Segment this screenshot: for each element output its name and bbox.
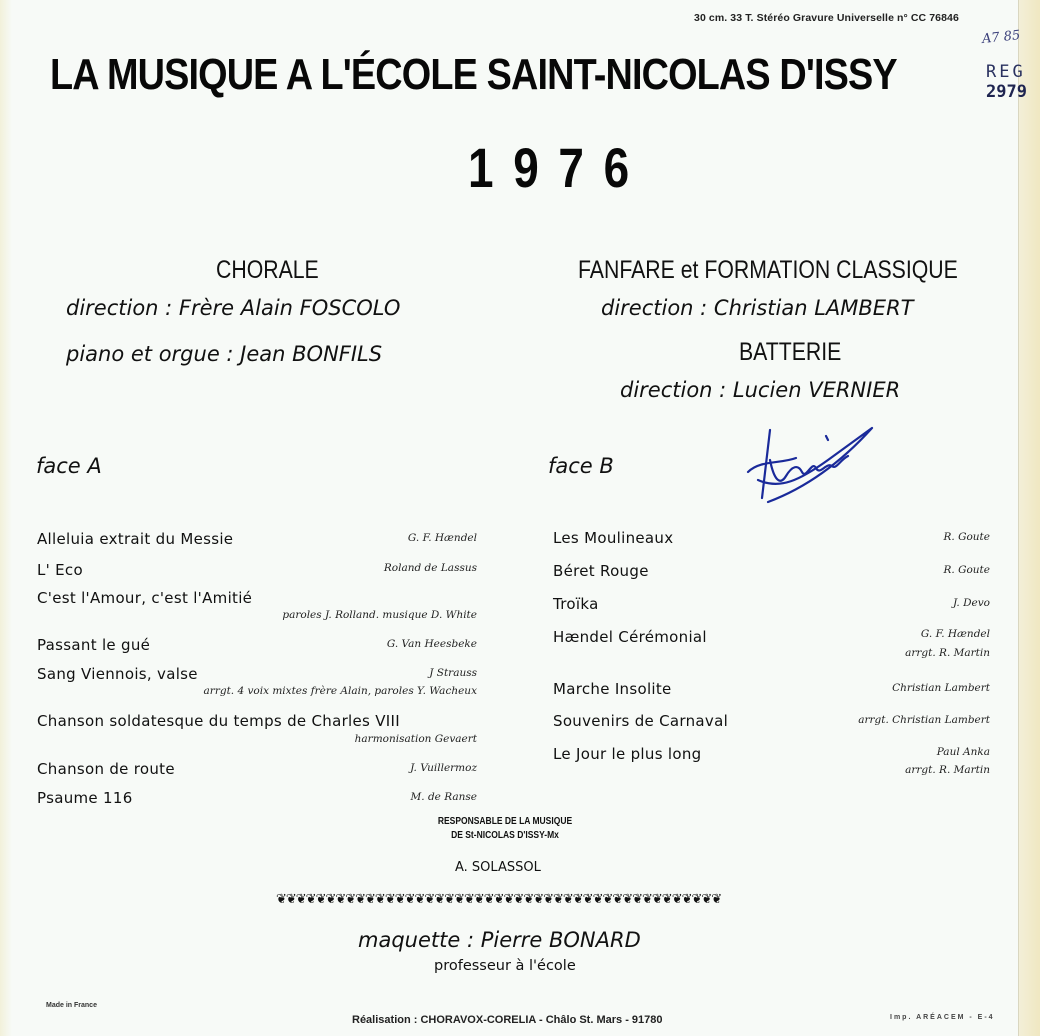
face-a-track-composer: G. Van Heesbeke [386, 638, 477, 650]
maquette-role: professeur à l'école [434, 958, 576, 974]
responsable-name: A. SOLASSOL [455, 860, 541, 875]
face-b-track-title: Hændel Cérémonial [553, 628, 707, 646]
ornamental-divider: ❦❦❦❦❦❦❦❦❦❦❦❦❦❦❦❦❦❦❦❦❦❦❦❦❦❦❦❦❦❦❦❦❦❦❦❦❦❦❦❦❦❦❦❦❦ [276, 892, 722, 907]
album-title: LA MUSIQUE A L'ÉCOLE SAINT-NICOLAS D'ISSY [50, 50, 897, 99]
paper-edge-left [0, 0, 12, 1036]
batterie-heading: BATTERIE [739, 338, 842, 366]
signature [740, 420, 880, 510]
face-a-track-title: Sang Viennois, valse [37, 665, 198, 683]
face-a-track-composer: J Strauss [429, 667, 477, 679]
face-b-track-composer: Christian Lambert [892, 682, 990, 694]
face-a-track-composer: G. F. Hændel [407, 532, 477, 544]
fanfare-heading: FANFARE et FORMATION CLASSIQUE [578, 256, 958, 284]
face-b-track-composer: J. Devo [953, 597, 990, 609]
responsable-line-2: DE St-NICOLAS D'ISSY-Mx [451, 830, 559, 841]
responsable-line-1: RESPONSABLE DE LA MUSIQUE [437, 816, 573, 827]
face-a-track-title: L' Eco [37, 561, 83, 579]
signature-stroke [748, 428, 872, 502]
printer-credit: Imp. ARÉACEM - E-4 [890, 1014, 995, 1021]
face-a-track-title: C'est l'Amour, c'est l'Amitié [37, 589, 253, 607]
face-b-track-title: Les Moulineaux [553, 529, 674, 547]
face-a-track-note: paroles J. Rolland. musique D. White [282, 609, 477, 621]
face-a-label: face A [36, 454, 102, 478]
chorale-piano: piano et orgue : Jean BONFILS [66, 342, 383, 366]
album-year: 1976 [468, 136, 649, 199]
face-a-track-title: Alleluia extrait du Messie [37, 530, 234, 548]
face-a-track-note: arrgt. 4 voix mixtes frère Alain, paroles Y. Wacheux [203, 685, 477, 697]
stamp-label: REG [986, 62, 1026, 82]
face-a-track-title: Psaume 116 [37, 789, 133, 807]
face-b-track-composer: G. F. Hændel [920, 628, 990, 640]
catalog-line: 30 cm. 33 T. Stéréo Gravure Universelle n° CC 76846 [694, 12, 959, 24]
face-a-track-composer: J. Vuillermoz [410, 762, 477, 774]
face-a-track-note: harmonisation Gevaert [354, 733, 477, 745]
paper-edge-right [1018, 0, 1040, 1036]
stamp-number: 2979 [986, 82, 1027, 102]
face-b-track-note: arrgt. R. Martin [905, 764, 990, 776]
face-a-track-composer: M. de Ranse [410, 791, 477, 803]
chorale-direction: direction : Frère Alain FOSCOLO [66, 296, 401, 320]
face-b-label: face B [548, 454, 614, 478]
realisation-credit: Réalisation : CHORAVOX-CORELIA - Châlo St. Mars - 91780 [352, 1014, 663, 1026]
face-b-track-title: Le Jour le plus long [553, 745, 702, 763]
face-a-track-title: Chanson soldatesque du temps de Charles VIII [37, 712, 400, 730]
batterie-direction: direction : Lucien VERNIER [620, 378, 901, 402]
maquette-credit: maquette : Pierre BONARD [358, 928, 641, 952]
chorale-heading: CHORALE [216, 256, 319, 284]
face-b-track-composer: R. Goute [943, 531, 990, 543]
face-b-track-title: Souvenirs de Carnaval [553, 712, 729, 730]
handwritten-note: A7 85 [981, 28, 1022, 47]
face-a-track-title: Passant le gué [37, 636, 151, 654]
face-a-track-title: Chanson de route [37, 760, 175, 778]
face-b-track-composer: R. Goute [943, 564, 990, 576]
face-a-track-composer: Roland de Lassus [383, 562, 477, 574]
made-in-france: Made in France [46, 1002, 97, 1009]
face-b-track-composer: arrgt. Christian Lambert [858, 714, 990, 726]
face-b-track-title: Béret Rouge [553, 562, 649, 580]
face-b-track-title: Marche Insolite [553, 680, 672, 698]
face-b-track-note: arrgt. R. Martin [905, 647, 990, 659]
face-b-track-title: Troïka [553, 595, 599, 613]
fanfare-direction: direction : Christian LAMBERT [601, 296, 914, 320]
face-b-track-composer: Paul Anka [936, 746, 990, 758]
